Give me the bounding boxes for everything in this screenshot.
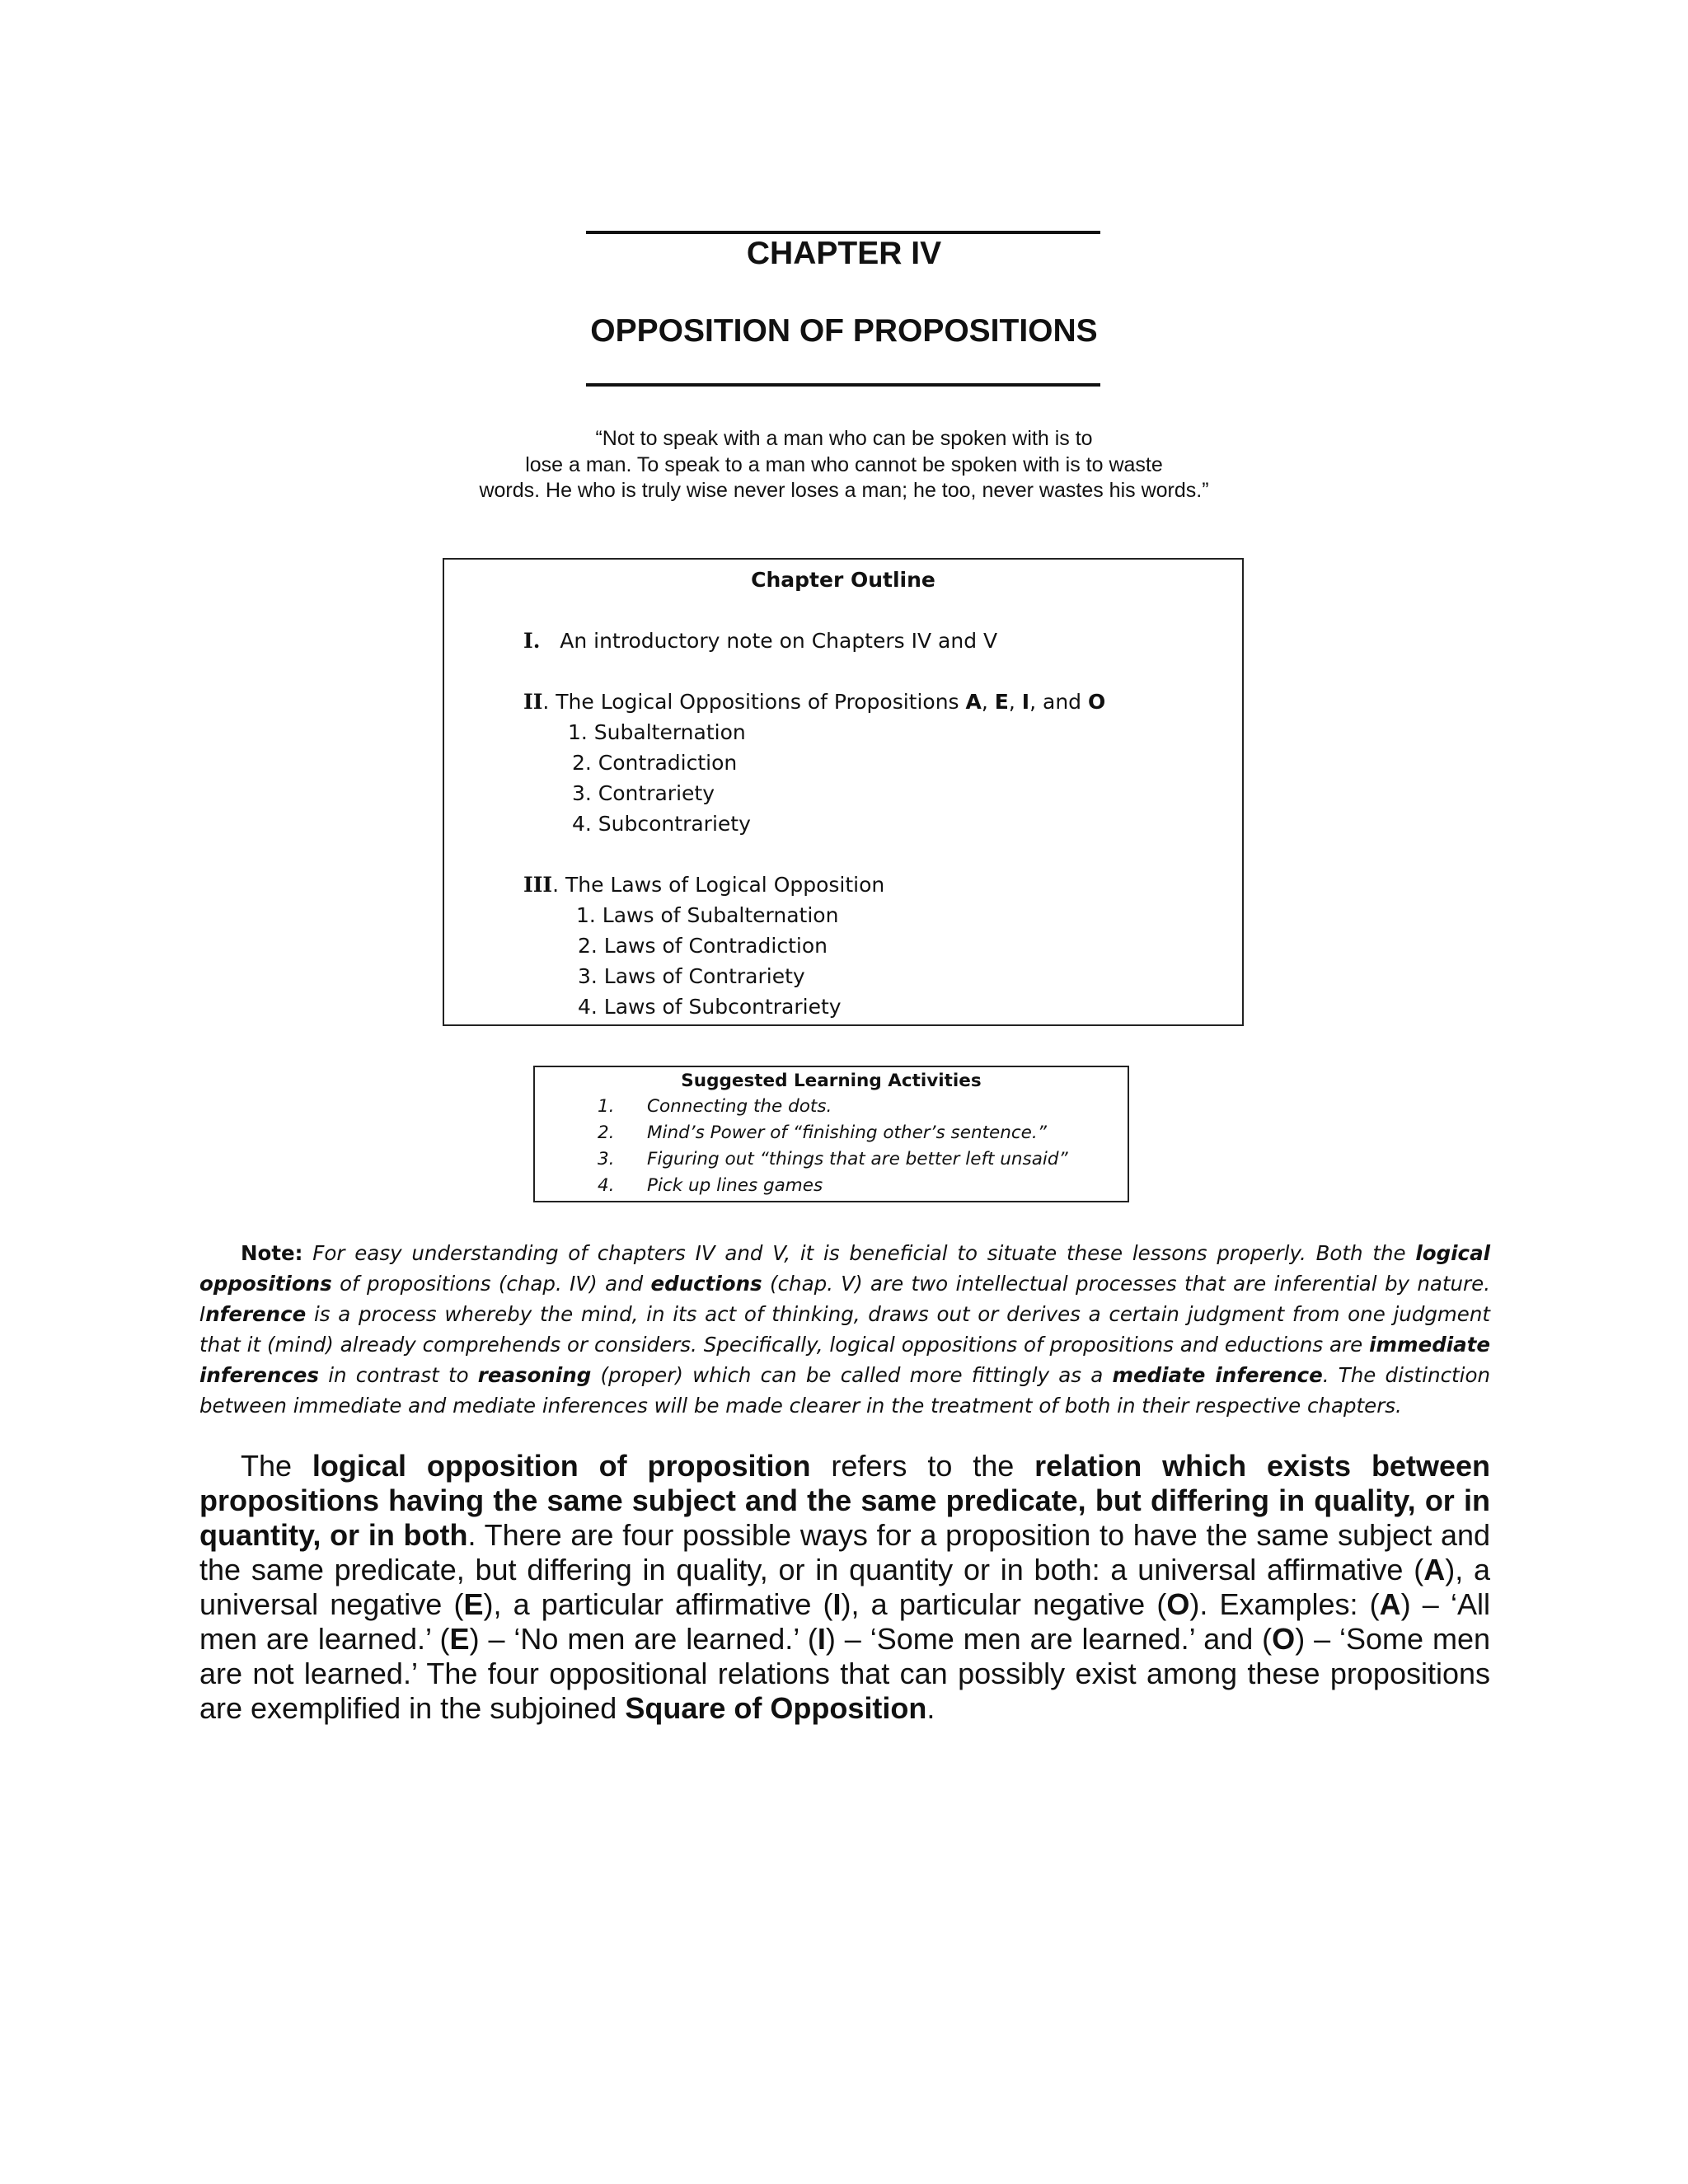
epigraph-line: lose a man. To speak to a man who cannot be spoken with is to waste (525, 452, 1163, 476)
outline-subitem: 3. Laws of Contrariety (578, 964, 805, 988)
outline-subitem: 4. Subcontrariety (572, 812, 751, 836)
outline-subitem: 4. Laws of Subcontrariety (578, 995, 842, 1019)
body-text: The (241, 1449, 312, 1483)
activities-title: Suggested Learning Activities (681, 1071, 982, 1091)
activity-number: 4. (598, 1175, 615, 1196)
outline-section-text: . The Logical Oppositions of Propositions (542, 690, 966, 714)
learning-activities-box (533, 1066, 1129, 1202)
epigraph-quote (412, 426, 1276, 504)
proposition-letter: E (463, 1587, 484, 1621)
proposition-letter: I (1021, 690, 1030, 714)
note-emphasis: eductions (650, 1272, 762, 1296)
note-text: (proper) which can be called more fittingly as a (591, 1363, 1113, 1387)
note-text: of propositions (chap. IV) and (331, 1272, 651, 1296)
activity-item (598, 1094, 832, 1119)
chapter-title: OPPOSITION OF PROPOSITIONS (590, 313, 1098, 349)
activity-text: Figuring out “things that are better left unsaid” (647, 1149, 1068, 1169)
outline-section-1 (523, 627, 997, 655)
note-text: in contrast to (318, 1363, 478, 1387)
proposition-letter: E (449, 1622, 470, 1656)
note-emphasis: immediate inferences (199, 1333, 1490, 1387)
note-text: (chap. V) are two intellectual processes that are inferential by nature. (762, 1272, 1490, 1296)
body-text: ) – ‘Some men are learned.’ and ( (825, 1622, 1273, 1656)
body-text: ), a particular affirmative ( (483, 1587, 833, 1621)
proposition-letter: I (832, 1587, 842, 1621)
activity-number: 3. (598, 1149, 615, 1169)
activity-item (598, 1174, 823, 1198)
epigraph-line: words. He who is truly wise never loses a man; he too, never wastes his words.” (479, 479, 1209, 502)
chapter-number: CHAPTER IV (746, 236, 942, 271)
body-emphasis: Square of Opposition (625, 1691, 927, 1725)
body-text: ), a universal negative ( (199, 1553, 1490, 1621)
activity-number: 1. (598, 1096, 615, 1117)
activity-item (598, 1121, 1047, 1146)
note-emphasis: nference (205, 1302, 307, 1326)
body-text: ) – ‘Some men are not learned.’ The four oppositional relations that can possibly exist among these propositions are exemplified in the subjoined (199, 1622, 1490, 1725)
outline-numeral: III (523, 873, 553, 897)
outline-subitem: 1. Subalternation (568, 720, 746, 744)
note-text: For easy understanding of chapters IV and V, it is beneficial to situate these lessons properly. Both the (302, 1241, 1416, 1265)
note-paragraph (199, 1238, 1490, 1421)
body-text: ) – ‘No men are learned.’ ( (469, 1622, 818, 1656)
outline-title: Chapter Outline (751, 568, 935, 592)
activity-text: Connecting the dots. (647, 1096, 832, 1117)
activity-number: 2. (598, 1122, 615, 1143)
proposition-letter: A (1423, 1553, 1446, 1586)
note-text: I (199, 1302, 206, 1326)
body-text: refers to the (810, 1449, 1035, 1483)
outline-section-text: . The Laws of Logical Opposition (552, 873, 885, 897)
note-emphasis: reasoning (477, 1363, 592, 1387)
note-text: . The distinction between immediate and mediate inferences will be made clearer in the treatment of both in their respective chapters. (199, 1363, 1490, 1418)
body-text: ) – ‘All men are learned.’ ( (199, 1587, 1490, 1656)
body-emphasis: relation which exists between propositions having the same subject and the same predicate, but differing in quality, or in quantity, or in both (199, 1449, 1490, 1552)
outline-subitem: 2. Contradiction (572, 751, 738, 775)
outline-subitem: 2. Laws of Contradiction (578, 934, 828, 958)
outline-and-word: and (1043, 690, 1082, 714)
body-text: ), a particular negative ( (841, 1587, 1167, 1621)
outline-numeral: II (523, 690, 543, 714)
outline-subitem: 3. Contrariety (572, 781, 715, 805)
outline-section-text: An introductory note on Chapters IV and V (560, 629, 998, 653)
outline-numeral: I. (523, 629, 541, 653)
proposition-letter: A (1379, 1587, 1401, 1621)
proposition-letter: O (1166, 1587, 1190, 1621)
body-text: ). Examples: ( (1189, 1587, 1380, 1621)
body-text: . There are four possible ways for a proposition to have the same subject and the same predicate, but differing in quality, or in quantity or in both: a universal affirmative ( (199, 1518, 1491, 1586)
activity-text: Pick up lines games (647, 1175, 823, 1196)
chapter-outline-box (443, 558, 1244, 1026)
proposition-letter: I (817, 1622, 826, 1656)
proposition-letter: A (965, 690, 982, 714)
outline-section-3 (523, 871, 884, 899)
outline-section-2: II. The Logical Oppositions of Propositions A, E, I, and O (523, 690, 1106, 714)
epigraph-line: “Not to speak with a man who can be spoken with is to (595, 427, 1093, 450)
note-text: is a process whereby the mind, in its act of thinking, draws out or derives a certain judgment from one judgment that it (mind) already comprehends or considers. Specifically, logical oppositions of propositions and eductions are (199, 1302, 1490, 1357)
proposition-letter: E (994, 690, 1009, 714)
activity-text: Mind’s Power of “finishing other’s sentence.” (647, 1122, 1047, 1143)
note-emphasis: logical oppositions (199, 1241, 1490, 1296)
body-emphasis: logical opposition of proposition (312, 1449, 811, 1483)
body-text: . (926, 1691, 935, 1725)
note-emphasis: mediate inference (1112, 1363, 1323, 1387)
note-label: Note: (241, 1241, 303, 1265)
proposition-letter: O (1272, 1622, 1296, 1656)
activity-item (598, 1147, 1068, 1172)
definition-paragraph (199, 1449, 1490, 1726)
proposition-letter: O (1088, 690, 1106, 714)
title-rule-bottom (586, 383, 1100, 387)
outline-subitem: 1. Laws of Subalternation (576, 903, 839, 927)
